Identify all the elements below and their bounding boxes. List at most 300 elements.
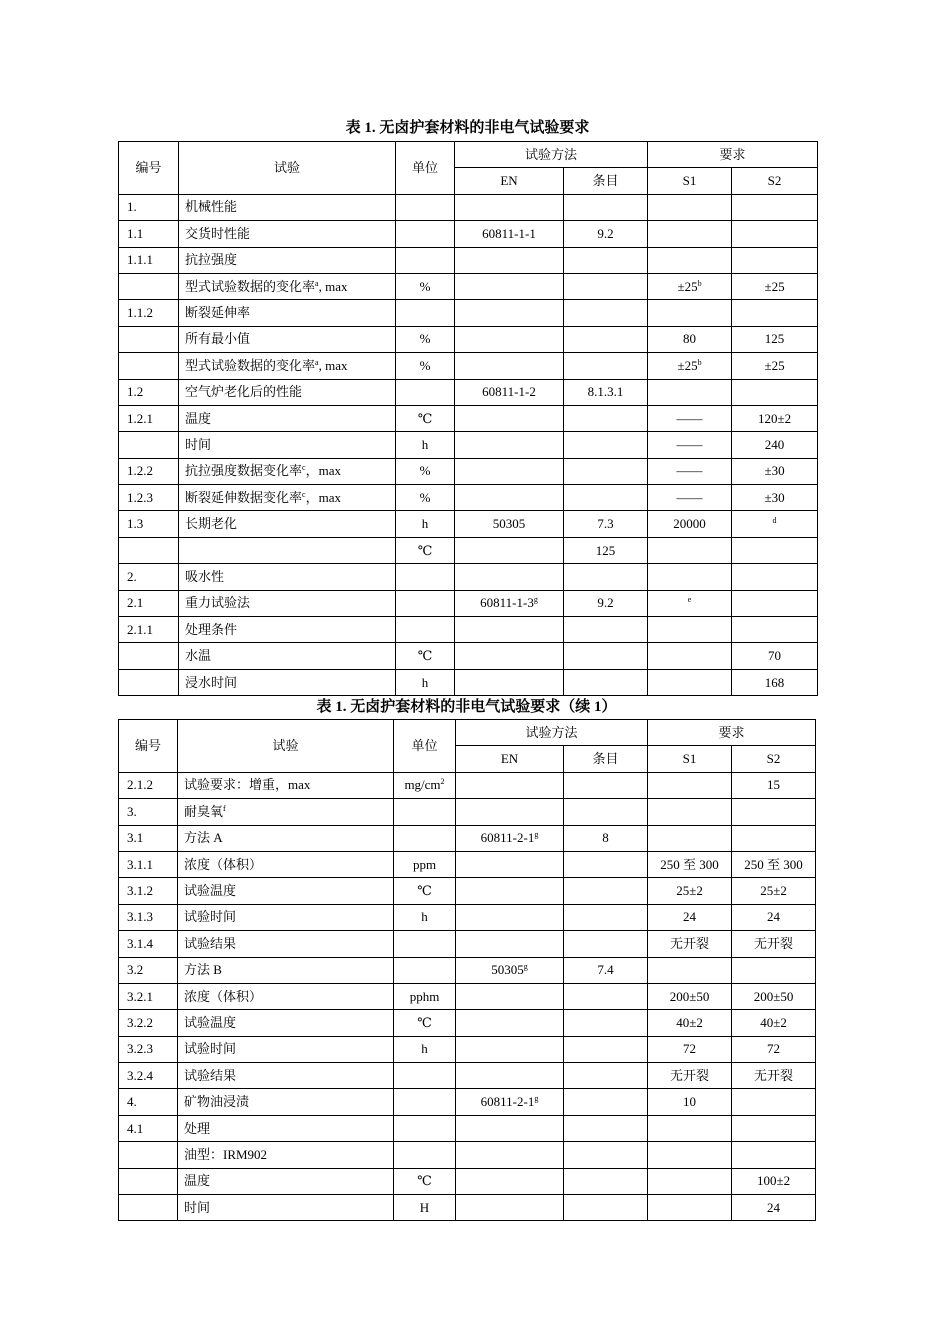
cell-text: 断裂延伸数据变化率 xyxy=(185,489,303,505)
cell-s2 xyxy=(732,878,816,904)
cell-clause xyxy=(564,537,648,563)
cell-test xyxy=(179,669,396,695)
cell-clause xyxy=(564,1063,648,1089)
table-row xyxy=(119,799,816,825)
cell-en xyxy=(456,931,564,957)
cell-s1 xyxy=(648,590,732,616)
cell-s1 xyxy=(648,904,732,930)
cell-unit xyxy=(396,221,455,247)
cell-text: 试验结果 xyxy=(184,935,237,951)
cell-text: 80 xyxy=(683,331,697,347)
cell-test xyxy=(178,1142,394,1168)
cell-s1 xyxy=(648,799,732,825)
cell-text: 40±2 xyxy=(676,1014,703,1030)
cell-unit xyxy=(394,825,456,851)
cell-s2 xyxy=(732,851,816,877)
table-row xyxy=(119,379,818,405)
cell-en xyxy=(455,458,564,484)
cell-text: 24 xyxy=(683,909,697,925)
footnote-mark: g xyxy=(533,595,538,605)
cell-test xyxy=(179,458,396,484)
footnote-mark: g xyxy=(534,830,539,840)
cell-text: 处理条件 xyxy=(185,621,238,637)
table-row xyxy=(119,1010,816,1036)
cell-en xyxy=(455,273,564,299)
cell-clause xyxy=(564,904,648,930)
cell-text: 所有最小值 xyxy=(185,331,251,347)
cell-text: 1.2.1 xyxy=(127,410,153,426)
table-row xyxy=(119,405,818,431)
cell-id xyxy=(119,1036,178,1062)
cell-s2 xyxy=(732,537,818,563)
cell-text: 25±2 xyxy=(676,883,703,899)
table-row xyxy=(119,825,816,851)
table-row xyxy=(119,458,818,484)
cell-clause xyxy=(564,1010,648,1036)
cell-clause xyxy=(564,194,648,220)
cell-text: 200±50 xyxy=(669,988,710,1004)
cell-s1 xyxy=(648,1036,732,1062)
cell-text: 7.4 xyxy=(597,962,614,978)
cell-s2 xyxy=(732,643,818,669)
cell-unit xyxy=(394,1195,456,1221)
cell-clause xyxy=(564,1036,648,1062)
cell-text: 20000 xyxy=(673,516,706,532)
cell-unit xyxy=(394,904,456,930)
cell-text: 3.2 xyxy=(127,962,144,978)
cell-text: 15 xyxy=(767,777,781,793)
cell-s2 xyxy=(732,931,816,957)
cell-unit xyxy=(394,851,456,877)
cell-text: ±25 xyxy=(677,278,698,294)
cell-suffix: , max xyxy=(318,357,348,373)
cell-clause xyxy=(564,511,648,537)
cell-en xyxy=(456,1168,564,1194)
cell-text: 250 至 300 xyxy=(744,856,803,872)
cell-s1 xyxy=(648,221,732,247)
table-row xyxy=(119,1142,816,1168)
cell-test xyxy=(178,1115,394,1141)
table-row xyxy=(119,353,818,379)
cell-text: % xyxy=(419,278,431,294)
cell-text: 3.2.1 xyxy=(127,988,153,1004)
cell-s2 xyxy=(732,511,818,537)
cell-s2 xyxy=(732,669,818,695)
footnote-mark: f xyxy=(223,803,226,813)
footnote-mark: b xyxy=(697,357,702,367)
cell-text: 1.2.2 xyxy=(127,463,153,479)
cell-s1 xyxy=(648,353,732,379)
cell-test xyxy=(179,247,396,273)
cell-test xyxy=(178,1036,394,1062)
cell-en xyxy=(455,326,564,352)
cell-test xyxy=(179,590,396,616)
cell-text: 168 xyxy=(764,674,785,690)
cell-text: 2.1.2 xyxy=(127,777,153,793)
table-row xyxy=(119,247,818,273)
cell-unit xyxy=(394,931,456,957)
cell-clause xyxy=(564,1195,648,1221)
cell-s1 xyxy=(648,643,732,669)
cell-clause xyxy=(564,825,648,851)
cell-clause xyxy=(564,669,648,695)
cell-s2 xyxy=(732,983,816,1009)
cell-text: 125 xyxy=(595,542,616,558)
cell-text: 250 至 300 xyxy=(660,856,719,872)
cell-id xyxy=(119,825,178,851)
table-row xyxy=(119,432,818,458)
cell-clause xyxy=(564,300,648,326)
cell-test xyxy=(179,300,396,326)
cell-s1 xyxy=(648,485,732,511)
cell-clause xyxy=(564,799,648,825)
cell-test xyxy=(178,1063,394,1089)
cell-id xyxy=(119,300,179,326)
cell-test xyxy=(179,221,396,247)
cell-text: 无开裂 xyxy=(754,1067,794,1083)
table-row xyxy=(119,1168,816,1194)
cell-text: 1.2.3 xyxy=(127,489,153,505)
cell-s1 xyxy=(648,405,732,431)
cell-id xyxy=(119,1142,178,1168)
cell-en xyxy=(455,221,564,247)
cell-text: 8 xyxy=(602,830,609,846)
cell-s1 xyxy=(648,458,732,484)
cell-s1 xyxy=(648,537,732,563)
cell-test xyxy=(179,617,396,643)
cell-id xyxy=(119,537,179,563)
cell-s1 xyxy=(648,194,732,220)
cell-s2 xyxy=(732,300,818,326)
cell-text: 60811-2-1 xyxy=(480,1094,535,1110)
cell-text: 水温 xyxy=(185,648,212,664)
cell-text: 3.1 xyxy=(127,830,144,846)
cell-id xyxy=(119,931,178,957)
cell-s1 xyxy=(648,564,732,590)
cell-s2 xyxy=(732,432,818,458)
cell-test xyxy=(179,273,396,299)
cell-text: 试验要求：增重，max xyxy=(184,777,311,793)
footnote-mark: c xyxy=(302,463,306,473)
cell-s1 xyxy=(648,273,732,299)
cell-text: 1.1.1 xyxy=(127,252,153,268)
cell-id xyxy=(119,432,179,458)
table-row xyxy=(119,300,818,326)
cell-clause xyxy=(564,617,648,643)
cell-text: 60811-1-3 xyxy=(480,595,534,611)
cell-text: 3.2.2 xyxy=(127,1014,153,1030)
cell-id xyxy=(119,353,179,379)
cell-text: 抗拉强度 xyxy=(185,252,238,268)
cell-s1 xyxy=(648,379,732,405)
cell-unit xyxy=(396,273,455,299)
cell-text: mg/cm xyxy=(404,777,441,793)
cell-text: 60811-2-1 xyxy=(480,830,535,846)
cell-id xyxy=(119,643,179,669)
cell-unit xyxy=(394,1010,456,1036)
cell-suffix: , max xyxy=(318,278,348,294)
cell-text: —— xyxy=(676,436,703,452)
cell-s2 xyxy=(732,799,816,825)
cell-unit xyxy=(394,1063,456,1089)
cell-clause xyxy=(564,931,648,957)
table-row xyxy=(119,878,816,904)
cell-text: 3.2.3 xyxy=(127,1041,153,1057)
cell-test xyxy=(179,537,396,563)
cell-text: 7.3 xyxy=(597,516,614,532)
footnote-mark: 2 xyxy=(440,777,445,787)
cell-s2 xyxy=(732,379,818,405)
cell-text: 无开裂 xyxy=(754,935,794,951)
cell-text: 4.1 xyxy=(127,1120,144,1136)
cell-s1 xyxy=(648,931,732,957)
cell-text: 无开裂 xyxy=(670,1067,710,1083)
table-row xyxy=(119,1195,816,1221)
cell-s1 xyxy=(648,669,732,695)
cell-text: h xyxy=(421,674,429,690)
cell-id xyxy=(119,878,178,904)
header-s1: S1 xyxy=(648,168,732,194)
cell-id xyxy=(119,379,179,405)
cell-s2 xyxy=(732,1115,816,1141)
cell-s2 xyxy=(732,825,816,851)
cell-text: 吸水性 xyxy=(185,568,225,584)
table-row xyxy=(119,1036,816,1062)
cell-unit xyxy=(396,590,455,616)
cell-text: h xyxy=(421,1041,428,1057)
cell-s2 xyxy=(732,957,816,983)
cell-en xyxy=(455,353,564,379)
table2-caption: 表 1. 无卤护套材料的非电气试验要求（续 1） xyxy=(316,699,617,715)
cell-text: 120±2 xyxy=(757,410,792,426)
cell-en xyxy=(455,564,564,590)
cell-text: 1.1 xyxy=(127,225,144,241)
cell-text: 耐臭氧 xyxy=(184,803,224,819)
cell-unit xyxy=(396,353,455,379)
cell-unit xyxy=(396,485,455,511)
cell-clause xyxy=(564,564,648,590)
cell-clause xyxy=(564,1142,648,1168)
cell-text: 抗拉强度数据变化率 xyxy=(185,463,303,479)
cell-id xyxy=(119,194,179,220)
cell-text: 72 xyxy=(767,1041,781,1057)
cell-text: 型式试验数据的变化率 xyxy=(185,278,316,294)
cell-text: 50305 xyxy=(491,962,524,978)
cell-s2 xyxy=(732,221,818,247)
cell-s1 xyxy=(648,957,732,983)
cell-en xyxy=(455,643,564,669)
table-row xyxy=(119,931,816,957)
footnote-mark: b xyxy=(697,278,702,288)
cell-en xyxy=(456,1010,564,1036)
cell-en xyxy=(455,617,564,643)
cell-text: ±25 xyxy=(764,357,785,373)
footnote-mark: g xyxy=(523,962,528,972)
table-row xyxy=(119,1115,816,1141)
cell-s2 xyxy=(732,904,816,930)
cell-unit xyxy=(396,194,455,220)
footnote-mark: c xyxy=(302,489,306,499)
cell-id xyxy=(119,1168,178,1194)
cell-clause xyxy=(564,590,648,616)
cell-test xyxy=(178,957,394,983)
cell-test xyxy=(179,564,396,590)
cell-text: 型式试验数据的变化率 xyxy=(185,357,316,373)
cell-unit xyxy=(396,564,455,590)
cell-s1 xyxy=(648,772,732,798)
header-clause: 条目 xyxy=(564,746,648,772)
cell-text: 浓度（体积） xyxy=(184,856,263,872)
cell-s1 xyxy=(648,1168,732,1194)
cell-s2 xyxy=(732,247,818,273)
cell-s1 xyxy=(648,983,732,1009)
cell-text: 交货时性能 xyxy=(185,225,251,241)
cell-s2 xyxy=(732,326,818,352)
cell-text: 方法 B xyxy=(184,962,222,978)
cell-clause xyxy=(564,221,648,247)
table-row xyxy=(119,590,818,616)
table-row xyxy=(119,957,816,983)
cell-test xyxy=(178,878,394,904)
cell-text: % xyxy=(419,357,431,373)
cell-id xyxy=(119,957,178,983)
cell-text: 40±2 xyxy=(760,1014,787,1030)
cell-en xyxy=(455,511,564,537)
cell-id xyxy=(119,564,179,590)
table-row xyxy=(119,983,816,1009)
table-row xyxy=(119,537,818,563)
cell-id xyxy=(119,405,179,431)
header-unit: 单位 xyxy=(394,720,456,773)
cell-s2 xyxy=(732,458,818,484)
cell-text: 试验时间 xyxy=(184,1041,237,1057)
cell-id xyxy=(119,904,178,930)
cell-text: 3.1.2 xyxy=(127,883,153,899)
cell-en xyxy=(455,590,564,616)
cell-id xyxy=(119,590,179,616)
cell-text: 200±50 xyxy=(753,988,794,1004)
cell-unit xyxy=(396,617,455,643)
cell-text: 240 xyxy=(764,436,785,452)
cell-test xyxy=(178,851,394,877)
header-requirement: 要求 xyxy=(648,720,816,746)
cell-clause xyxy=(564,1089,648,1115)
cell-s1 xyxy=(648,511,732,537)
cell-text: 24 xyxy=(767,909,781,925)
cell-unit xyxy=(396,669,455,695)
cell-unit xyxy=(394,1142,456,1168)
cell-id xyxy=(119,1089,178,1115)
cell-unit xyxy=(396,432,455,458)
cell-test xyxy=(178,1089,394,1115)
cell-text: 72 xyxy=(683,1041,697,1057)
cell-unit xyxy=(396,537,455,563)
cell-clause xyxy=(564,247,648,273)
cell-test xyxy=(179,353,396,379)
header-s2: S2 xyxy=(732,168,818,194)
cell-text: 1.1.2 xyxy=(127,305,153,321)
cell-text: 3.1.1 xyxy=(127,856,153,872)
cell-text: 油型：IRM902 xyxy=(184,1146,268,1162)
header-method: 试验方法 xyxy=(455,142,648,168)
cell-text: 1.3 xyxy=(127,516,144,532)
cell-text: h xyxy=(421,436,429,452)
cell-text: ±25 xyxy=(677,357,698,373)
cell-unit xyxy=(396,300,455,326)
cell-test xyxy=(179,379,396,405)
cell-unit xyxy=(394,1089,456,1115)
cell-text: H xyxy=(419,1199,430,1215)
cell-test xyxy=(179,643,396,669)
cell-clause xyxy=(564,957,648,983)
cell-s2 xyxy=(732,1063,816,1089)
cell-text: 2.1.1 xyxy=(127,621,153,637)
cell-s2 xyxy=(732,1036,816,1062)
cell-text: 50305 xyxy=(492,516,526,532)
table-row xyxy=(119,617,818,643)
table-row xyxy=(119,669,818,695)
cell-test xyxy=(178,1168,394,1194)
cell-text: 3.2.4 xyxy=(127,1067,153,1083)
cell-text: 1.2 xyxy=(127,384,144,400)
cell-s1 xyxy=(648,1142,732,1168)
cell-text: ℃ xyxy=(417,1173,432,1189)
cell-s1 xyxy=(648,1063,732,1089)
table-row xyxy=(119,326,818,352)
cell-clause xyxy=(564,643,648,669)
table-row xyxy=(119,221,818,247)
table-row xyxy=(119,485,818,511)
cell-en xyxy=(456,1036,564,1062)
cell-text: 处理 xyxy=(184,1120,211,1136)
cell-text: 时间 xyxy=(185,436,212,452)
table1 xyxy=(118,141,818,696)
footnote-mark: d xyxy=(772,516,777,526)
cell-clause xyxy=(564,851,648,877)
cell-en xyxy=(455,669,564,695)
cell-id xyxy=(119,1010,178,1036)
cell-text: 重力试验法 xyxy=(185,595,251,611)
header-id: 编号 xyxy=(119,142,179,195)
cell-id xyxy=(119,221,179,247)
cell-test xyxy=(179,405,396,431)
cell-en xyxy=(456,772,564,798)
cell-s1 xyxy=(648,326,732,352)
table-row xyxy=(119,273,818,299)
cell-s1 xyxy=(648,617,732,643)
cell-text: 空气炉老化后的性能 xyxy=(185,384,303,400)
cell-en xyxy=(456,1195,564,1221)
cell-text: —— xyxy=(676,463,703,479)
cell-en xyxy=(456,957,564,983)
cell-en xyxy=(456,851,564,877)
header-en: EN xyxy=(455,168,564,194)
cell-id xyxy=(119,851,178,877)
cell-text: —— xyxy=(676,410,703,426)
cell-unit xyxy=(394,799,456,825)
cell-s2 xyxy=(732,1142,816,1168)
cell-text: 长期老化 xyxy=(185,516,238,532)
cell-test xyxy=(179,194,396,220)
cell-text: % xyxy=(419,331,431,347)
cell-test xyxy=(178,825,394,851)
cell-unit xyxy=(396,405,455,431)
header-test: 试验 xyxy=(179,142,396,195)
table2 xyxy=(118,719,816,1221)
cell-text: 时间 xyxy=(184,1199,211,1215)
cell-clause xyxy=(564,353,648,379)
cell-test xyxy=(179,485,396,511)
